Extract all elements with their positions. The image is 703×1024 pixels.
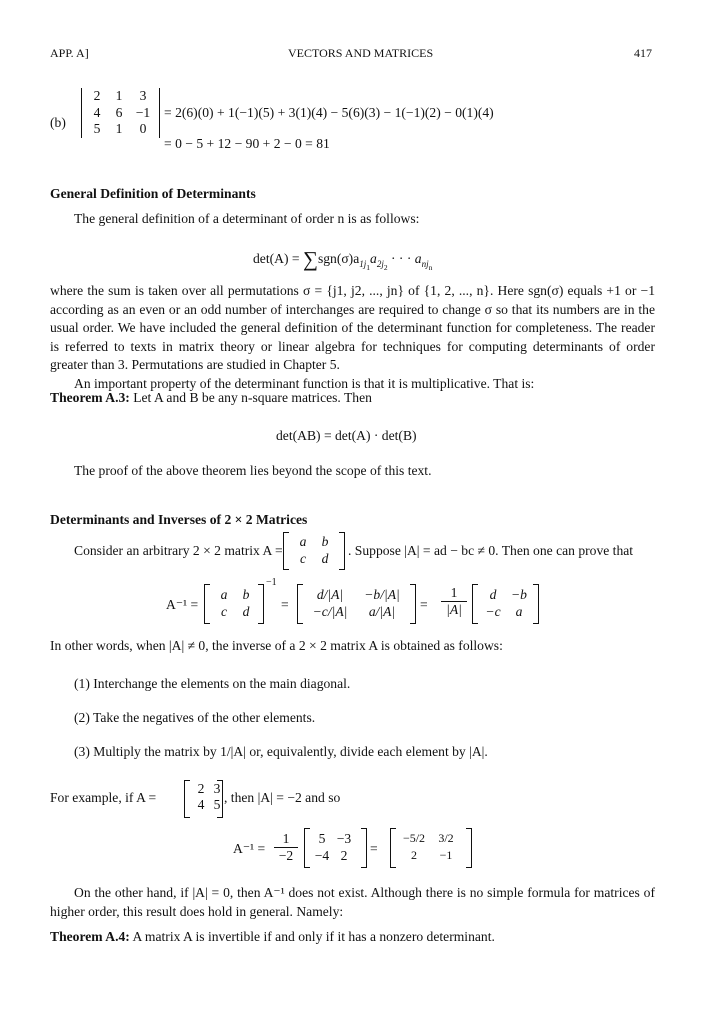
matrix-cell: d/|A| — [316, 587, 344, 602]
example-adjugate — [311, 830, 355, 864]
matrix-cell: −5/2 — [402, 831, 426, 845]
running-header-left: APP. A] — [50, 46, 89, 60]
formula-lhs: det(A) = — [253, 251, 303, 266]
matrix-cell: 5 — [318, 831, 326, 846]
equals-sign: = — [281, 597, 289, 612]
determinant-bar-left — [81, 88, 82, 138]
theorem-a4 — [50, 929, 495, 945]
theorem-a3-label: Theorem A.3: — [50, 390, 130, 405]
bracket-right — [466, 828, 472, 868]
matrix-cell: a — [515, 604, 523, 619]
matrix-cell: 6 — [115, 104, 123, 120]
matrix-cell: a — [220, 587, 228, 602]
matrix-cell: 2 — [197, 781, 205, 796]
example-fraction-denominator: −2 — [274, 847, 298, 864]
bracket-right — [258, 584, 264, 624]
permutation-text: where the sum is taken over all permutations σ = {j1, j2, ..., jn} of {1, 2, ..., n}. Here sgn(σ) equals +1 or −1 according as an even or an odd number of interchanges are required to change σ so that its numbers are in the usual order. We have included the general definition of the determinant function for completeness. The reader is referred to texts in matrix theory or linear algebra for techniques for computing determinants of order greater than 3. Permutations are studied in Chapter 5. — [50, 283, 655, 372]
running-header-title: VECTORS AND MATRICES — [288, 46, 434, 60]
matrix-cell: d — [489, 587, 497, 602]
matrix-cell: −4 — [314, 848, 330, 863]
matrix-adjugate — [480, 586, 532, 620]
matrix-cell: 0 — [139, 121, 147, 136]
example-label: (b) — [50, 115, 66, 130]
theorem-a3-formula: det(AB) = det(A) · det(B) — [276, 428, 417, 443]
permutation-paragraph — [50, 282, 655, 393]
fraction-denominator: |A| — [441, 601, 467, 618]
intro-text: The general definition of a determinant of order n is as follows: — [74, 211, 420, 226]
matrix-cell: 1 — [115, 88, 123, 103]
multiplicative-property-text: An important property of the determinant function is that it is multiplicative. That is: — [74, 375, 535, 391]
example-result-matrix — [398, 830, 462, 864]
matrix-cell: d — [321, 551, 329, 566]
step-1: (1) Interchange the elements on the main diagonal. — [74, 676, 351, 691]
matrix-cell: d — [242, 604, 250, 619]
theorem-a4-text: A matrix A is invertible if and only if it has a nonzero determinant. — [132, 929, 495, 944]
matrix-cell: −3 — [336, 831, 352, 846]
example-fraction-numerator: 1 — [282, 831, 290, 846]
matrix-cell: 3 — [139, 88, 147, 103]
other-words-text: In other words, when |A| ≠ 0, the inverse of a 2 × 2 matrix A is obtained as follows: — [50, 638, 503, 653]
matrix-cell: −b — [511, 587, 527, 602]
suppose-text: . Suppose |A| = ad − bc ≠ 0. Then one can prove that — [348, 543, 634, 558]
superscript-minus-one: −1 — [266, 577, 277, 588]
theorem-a3 — [50, 390, 372, 406]
bracket-right — [217, 780, 223, 818]
matrix-cell: a/|A| — [368, 604, 396, 619]
matrix-cell: b — [321, 534, 329, 549]
bracket-right — [339, 532, 345, 570]
example-fraction — [274, 831, 298, 864]
bracket-left — [472, 584, 478, 624]
matrix-abcd-inverse — [213, 586, 257, 620]
general-determinant-formula: $\det(A) = \sum sgn(\sigma)a_{1j_1}a_{2j_2}$ · · · $a_{nj_n}$ — [253, 247, 433, 272]
expansion-line-2: = 0 − 5 + 12 − 90 + 2 − 0 = 81 — [164, 136, 330, 151]
step-3: (3) Multiply the matrix by 1/|A| or, equivalently, divide each element by |A|. — [74, 744, 488, 759]
equals-sign: = — [370, 841, 378, 856]
bracket-left — [304, 828, 310, 868]
summation-symbol: ∑ — [302, 247, 318, 271]
page-number: 417 — [634, 46, 652, 60]
other-hand-paragraph — [50, 884, 655, 921]
equals-sign: = — [420, 597, 428, 612]
example-pre-text: For example, if A = — [50, 790, 157, 805]
matrix-cell: −b/|A| — [364, 587, 400, 602]
example-post-text: , then |A| = −2 and so — [224, 790, 341, 805]
matrix-cell: 5 — [213, 797, 221, 812]
bracket-left — [184, 780, 190, 818]
matrix-cell: 4 — [93, 104, 101, 120]
bracket-left — [283, 532, 289, 570]
fraction-numerator: 1 — [450, 585, 458, 600]
theorem-a3-text: Let A and B be any n-square matrices. Then — [133, 390, 372, 405]
proof-note: The proof of the above theorem lies beyond the scope of this text. — [74, 463, 432, 478]
matrix-cell: −c — [485, 604, 501, 619]
bracket-right — [533, 584, 539, 624]
section-heading-general-definition: General Definition of Determinants — [50, 186, 256, 201]
formula-rhs: sgn(σ)a — [317, 251, 360, 266]
bracket-left — [204, 584, 210, 624]
matrix-cell: 2 — [93, 88, 101, 103]
matrix-cell: −1 — [439, 848, 453, 862]
matrix-inverse-entries — [304, 586, 408, 620]
bracket-left — [390, 828, 396, 868]
matrix-cell: 3/2 — [438, 831, 454, 845]
other-hand-text: On the other hand, if |A| = 0, then A⁻¹ does not exist. Although there is no simple formula for matrices of higher order, this result does hold in general. Namely: — [50, 885, 655, 919]
bracket-left — [297, 584, 303, 624]
example-inverse-label: A⁻¹ = — [233, 841, 266, 856]
matrix-cell: 1 — [115, 121, 123, 136]
consider-text: Consider an arbitrary 2 × 2 matrix A = — [74, 543, 283, 558]
inverse-label: A⁻¹ = — [166, 597, 199, 612]
matrix-cell: 5 — [93, 121, 101, 136]
matrix-cell: 2 — [411, 848, 417, 862]
bracket-right — [361, 828, 367, 868]
section-heading-2x2: Determinants and Inverses of 2 × 2 Matrices — [50, 512, 308, 527]
matrix-cell: c — [220, 604, 228, 619]
step-2: (2) Take the negatives of the other elements. — [74, 710, 316, 725]
matrix-cell: 3 — [213, 781, 221, 796]
determinant-matrix — [86, 88, 156, 138]
bracket-right — [410, 584, 416, 624]
matrix-cell: −1 — [135, 104, 151, 120]
matrix-cell: b — [242, 587, 250, 602]
matrix-cell: −c/|A| — [312, 604, 348, 619]
matrix-cell: 2 — [340, 848, 348, 863]
theorem-a4-label: Theorem A.4: — [50, 929, 130, 944]
fraction-one-over-det — [441, 585, 467, 618]
determinant-bar-right — [159, 88, 160, 138]
matrix-abcd — [292, 533, 336, 567]
matrix-cell: a — [299, 534, 307, 549]
expansion-line-1: = 2(6)(0) + 1(−1)(5) + 3(1)(4) − 5(6)(3) − 1(−1)(2) − 0(1)(4) — [164, 105, 494, 120]
matrix-cell: c — [299, 551, 307, 566]
matrix-cell: 4 — [197, 797, 205, 812]
